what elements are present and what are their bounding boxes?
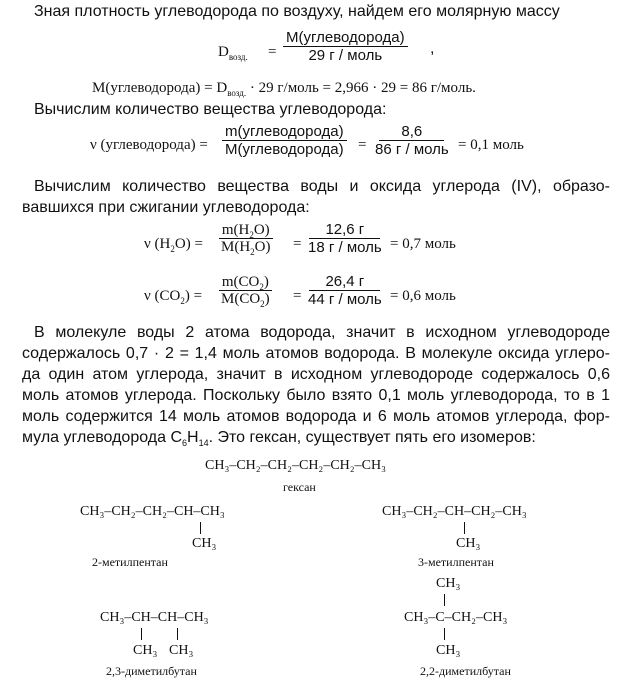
- para-line-1: В молекуле воды 2 атома водорода, значит в исходном углеводороде: [34, 324, 610, 341]
- eq4-den1: $M(H_2O)$: [221, 239, 271, 257]
- para-line-2: содержалось 0,7 · 2 = 1,4 моль атомов водорода. В молекуле оксида углеро-: [22, 345, 610, 362]
- eq4-fraction-2: [305, 222, 385, 256]
- isomer-23-dimethylbutane-bond-2: [177, 628, 178, 640]
- eq3-lhs: ν (углеводорода) =: [90, 137, 208, 153]
- isomer-3-methylpentane-name: 3-метилпентан: [418, 555, 494, 569]
- isomer-22-dimethylbutane-formula: CH₃–C–CH₂–CH₃: [404, 610, 508, 625]
- eq4-lhs: ν $(H_2O)$ =: [144, 236, 203, 254]
- isomer-22-dimethylbutane-bond-bottom: [444, 628, 445, 640]
- isomer-23-dimethylbutane-name: 2,3-диметилбутан: [106, 664, 197, 678]
- calc-water-line-1: Вычислим количество вещества воды и оксида углерода (IV), образо-: [34, 178, 610, 195]
- para-line-5: моль содержится 14 моль атомов водорода и 6 моль атомов углерода, фор-: [22, 408, 610, 425]
- isomer-23-dimethylbutane-formula: CH₃–CH–CH–CH₃: [100, 610, 209, 625]
- isomer-2-methylpentane-bond: [200, 522, 201, 534]
- isomer-3-methylpentane-branch: CH₃: [456, 536, 481, 551]
- eq5-equals: =: [293, 288, 302, 304]
- eq5-fraction-1: [218, 274, 273, 308]
- eq1-numerator: M(углеводорода): [283, 30, 408, 47]
- eq3-den2: 86 г / моль: [375, 141, 449, 158]
- para-line-6: мула углеводорода $C_6H_{14}$. Это гексан, существует пять его изомеров:: [22, 429, 536, 449]
- eq5-result: = 0,6 моль: [390, 288, 456, 304]
- eq5-num1: $m(CO_2)$: [219, 274, 272, 291]
- eq1-fraction: [283, 30, 408, 64]
- isomer-22-dimethylbutane-name: 2,2-диметилбутан: [420, 664, 511, 678]
- eq1-denominator: 29 г / моль: [308, 47, 383, 64]
- eq3-fraction-1: [222, 124, 347, 158]
- hexane-formula: CH₃–CH₂–CH₂–CH₂–CH₂–CH₃: [205, 458, 386, 473]
- eq4-result: = 0,7 моль: [390, 236, 456, 252]
- eq3-den1: M(углеводорода): [225, 141, 344, 158]
- isomer-22-dimethylbutane-bottom: CH₃: [436, 643, 461, 658]
- eq3-num1: m(углеводорода): [222, 124, 347, 141]
- eq5-den2: 44 г / моль: [308, 291, 382, 308]
- main-paragraph: [22, 322, 610, 448]
- eq3-num2: 8,6: [379, 124, 444, 141]
- isomer-23-dimethylbutane-branch-2: CH₃: [169, 643, 194, 658]
- calc-water-line-2: вавшихся при сжигании углеводорода:: [22, 199, 310, 216]
- isomer-22-dimethylbutane-bond-top: [444, 594, 445, 606]
- isomer-3-methylpentane-bond: [464, 522, 465, 534]
- isomer-22-dimethylbutane-top: CH₃: [436, 576, 461, 591]
- eq2-line: M(углеводорода) = $D_{возд.} \cdot 29$ г/моль = 2,966 · 29 = 86 г/моль.: [92, 80, 476, 98]
- eq1-lhs: $D_{возд.}$: [218, 44, 248, 62]
- para-line-3: да один атом углерода, значит в исходном углеводороде содержалось 0,6: [22, 366, 610, 383]
- eq4-num1: $m(H_2O)$: [219, 222, 273, 239]
- isomer-2-methylpentane-formula: CH₃–CH₂–CH₂–CH–CH₃: [80, 504, 225, 519]
- para-line-4: моль атомов углерода. Поскольку было взято 0,1 моль углеводорода, то в 1: [22, 387, 610, 404]
- hexane-name: гексан: [283, 480, 316, 494]
- eq5-den1: $M(CO_2)$: [221, 291, 270, 309]
- isomer-23-dimethylbutane-bond-1: [141, 628, 142, 640]
- eq4-fraction-1: [218, 222, 274, 256]
- eq5-fraction-2: [305, 274, 385, 308]
- eq3-result: = 0,1 моль: [458, 137, 524, 153]
- eq3-fraction-2: [372, 124, 452, 158]
- eq5-lhs: ν $(CO_2)$ =: [144, 288, 203, 306]
- isomer-2-methylpentane-branch: CH₃: [192, 536, 217, 551]
- eq1-equals: =: [268, 44, 277, 60]
- eq4-den2: 18 г / моль: [308, 239, 382, 256]
- intro-text: Зная плотность углеводорода по воздуху, найдем его молярную массу: [34, 3, 560, 20]
- calc-amount-text: Вычислим количество вещества углеводорода:: [34, 101, 387, 118]
- calc-water-text: [22, 176, 610, 218]
- isomer-2-methylpentane-name: 2-метилпентан: [92, 555, 168, 569]
- eq4-equals: =: [293, 236, 302, 252]
- eq4-num2: 12,6 г: [309, 222, 380, 239]
- isomer-23-dimethylbutane-branch-1: CH₃: [133, 643, 158, 658]
- eq1-comma: ,: [430, 40, 435, 57]
- eq3-equals: =: [358, 137, 367, 153]
- isomer-3-methylpentane-formula: CH₃–CH₂–CH–CH₂–CH₃: [382, 504, 527, 519]
- eq5-num2: 26,4 г: [309, 274, 380, 291]
